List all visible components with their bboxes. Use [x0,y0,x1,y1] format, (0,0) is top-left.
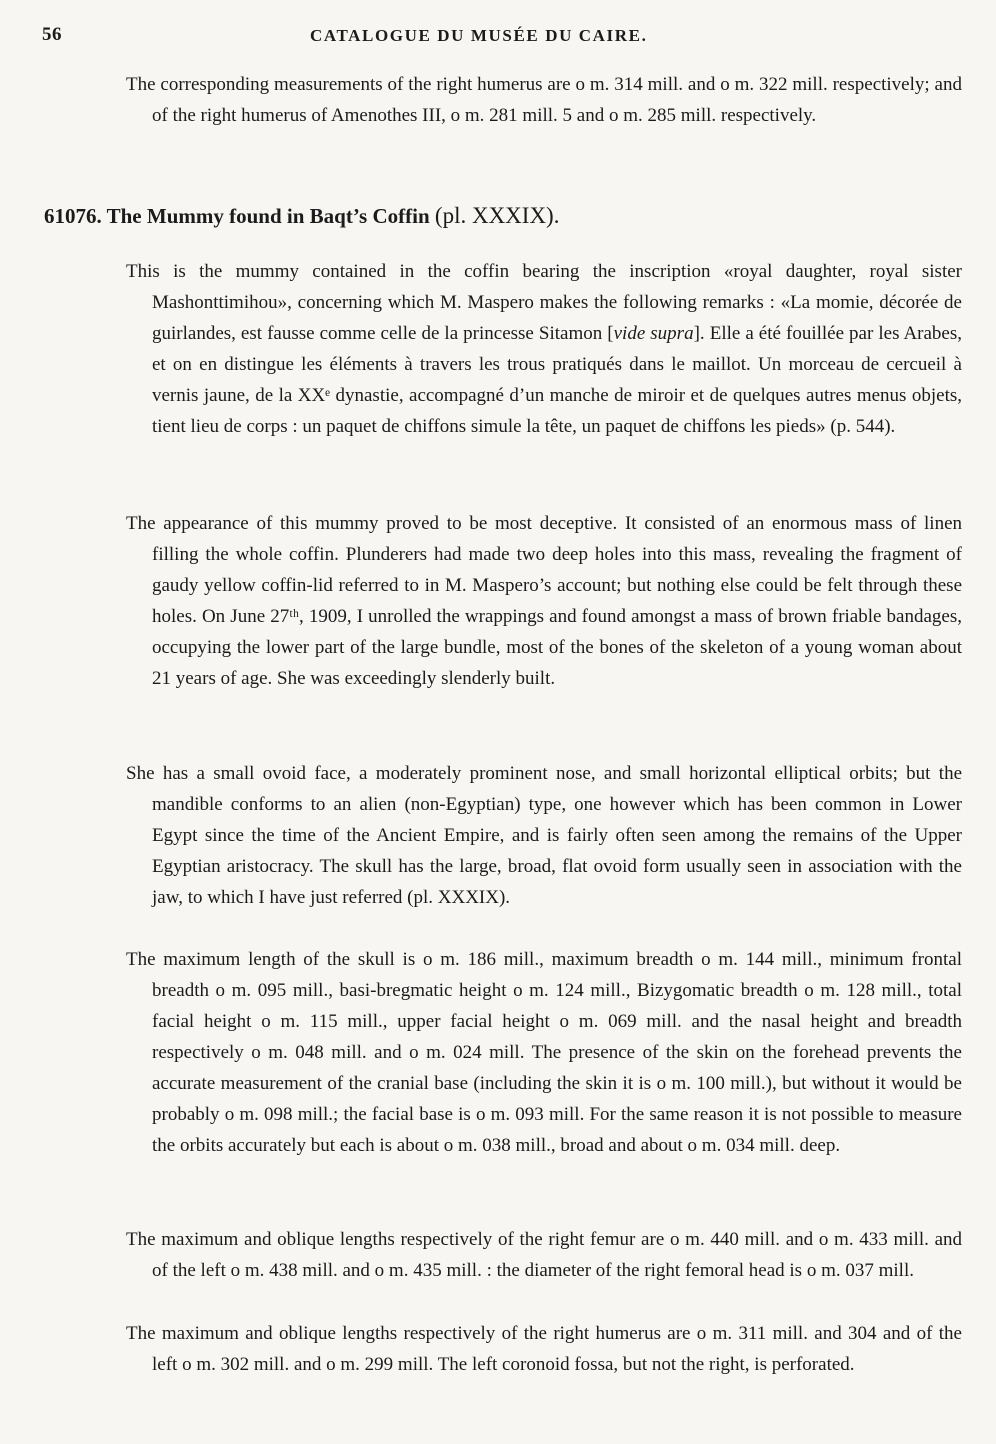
intro-paragraph: The corresponding measurements of the right humerus are o m. 314 mill. and o m. 322 mill. respectively; and of the right humerus of Amenothes III, o m. 281 mill. 5 and o m. 285 mill. respectively. [126,74,962,126]
paragraph-maspero-quote [126,256,962,442]
paragraph-skull-measurements: The maximum length of the skull is o m. 186 mill., maximum breadth o m. 144 mill., minimum frontal breadth o m. 095 mill., basi-bregmatic height o m. 124 mill., Bizygomatic breadth o m. 128 mill., total facial height o m. 115 mill., upper facial height o m. 069 mill. and the nasal height and breadth respectively o m. 048 mill. and o m. 024 mill. The presence of the skin on the forehead prevents the accurate measurement of the cranial base (including the skin it is o m. 100 mill.), but without it would be probably o m. 098 mill.; the facial base is o m. 093 mill. For the same reason it is not possible to measure the orbits accurately but each is about o m. 038 mill., broad and about o m. 034 mill. deep. [126,949,962,1156]
paragraph-femur-measurements: The maximum and oblique lengths respectively of the right femur are o m. 440 mill. and o m. 433 mill. and of the left o m. 438 mill. and o m. 435 mill. : the diameter of the right femoral head is o m. 037 mill. [126,1229,962,1281]
entry-number: 61076. [44,204,102,228]
paragraph-text: ]. Elle a été fouillée par les Arabes, et on en distingue les éléments à travers les trous pratiqués dans le maillot. Un morceau de cercueil à vernis jaune, de la XXᵉ dynastie, accompagné d’un manche de miroir et de quelques autres menus objets, tient lieu de corps : un paquet de chiffons simule la tête, un paquet de chiffons les pieds» (p. 544). [152,323,963,437]
italic-citation: vide supra [613,323,694,344]
entry-title: The Mummy found in Baqt’s Coffin [106,204,430,228]
running-title: CATALOGUE DU MUSÉE DU CAIRE. [310,26,648,45]
page-number: 56 [42,24,62,45]
paragraph-humerus-measurements: The maximum and oblique lengths respectively of the right humerus are o m. 311 mill. and 304 and of the left o m. 302 mill. and o m. 299 mill. The left coronoid fossa, but not the right, is perforated. [126,1323,962,1375]
entry-plate-reference: (pl. XXXIX). [434,203,560,228]
paragraph-unrolling: The appearance of this mummy proved to be most deceptive. It consisted of an enormous mass of linen filling the whole coffin. Plunderers had made two deep holes into this mass, revealing the fragment of gaudy yellow coffin-lid referred to in M. Maspero’s account; but nothing else could be felt through these holes. On June 27ᵗʰ, 1909, I unrolled the wrappings and found amongst a mass of brown friable bandages, occupying the lower part of the large bundle, most of the bones of the skeleton of a young woman about 21 years of age. She was exceedingly slenderly built. [126,513,962,689]
entry-heading [44,203,559,229]
paragraph-skull-description: She has a small ovoid face, a moderately prominent nose, and small horizontal elliptical orbits; but the mandible conforms to an alien (non-Egyptian) type, one however which has been common in Lower Egypt since the time of the Ancient Empire, and is fairly often seen among the remains of the Upper Egyptian aristocracy. The skull has the large, broad, flat ovoid form usually seen in association with the jaw, to which I have just referred (pl. XXXIX). [126,763,962,908]
paragraph-text: This is the mummy contained in the coffin bearing the inscription «royal daughter, royal sister Mashonttimihou», concerning which M. Maspero makes the following remarks : «La momie, décorée de guirlandes, est fausse comme celle de la princesse Sitamon [ [126,261,962,344]
